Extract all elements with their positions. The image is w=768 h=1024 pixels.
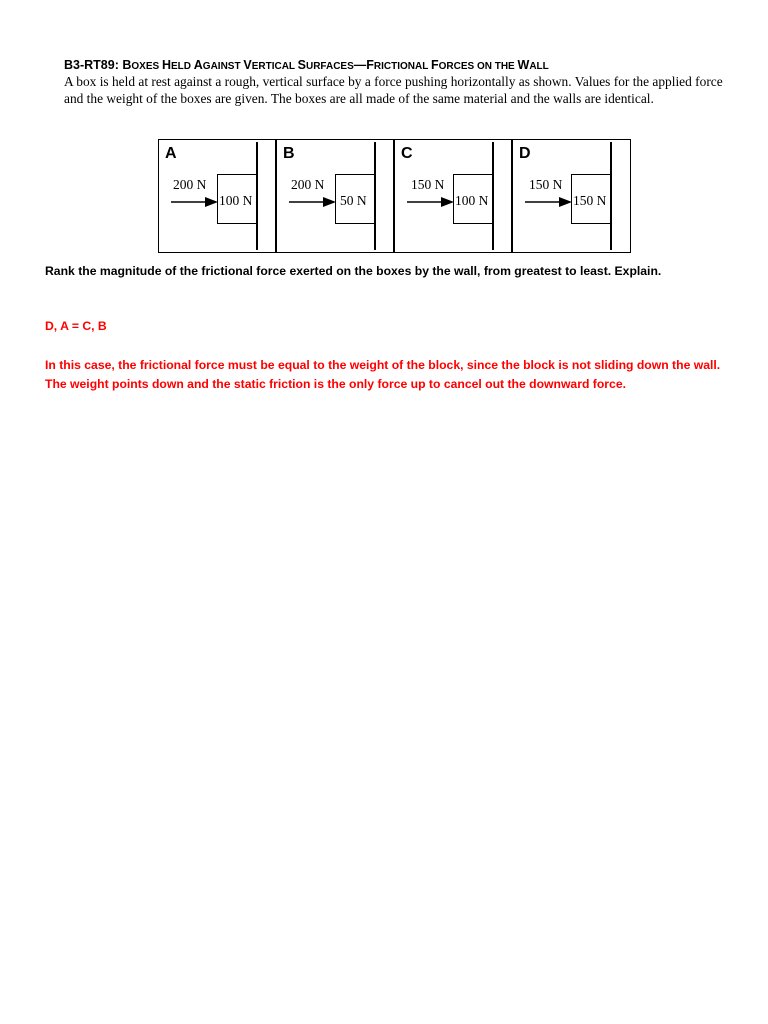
- ranking-question: Rank the magnitude of the frictional force exerted on the boxes by the wall, from greatest to least. Explain.: [45, 264, 662, 278]
- title-segment: ALL: [529, 61, 549, 72]
- title-segment: V: [243, 58, 252, 72]
- panel-c: [395, 140, 511, 251]
- title-segment: ORCES ON THE: [438, 61, 518, 72]
- title-segment: S: [297, 58, 306, 72]
- applied-force-label: 200 N: [291, 177, 325, 192]
- panel-letter: C: [401, 145, 413, 162]
- title-segment: URFACES: [305, 61, 354, 72]
- title-segment: F: [430, 58, 439, 72]
- figure-panels: [158, 139, 631, 253]
- wall: [610, 142, 612, 250]
- panel-letter: B: [283, 145, 295, 162]
- title-segment: W: [517, 58, 530, 72]
- title-segment: —F: [353, 58, 374, 72]
- panel-b: [277, 140, 393, 251]
- title-segment: GAINST: [202, 61, 244, 72]
- title-segment: OXES: [131, 61, 162, 72]
- title-segment: A: [193, 58, 203, 72]
- force-arrow-icon: [407, 197, 455, 207]
- force-arrow-icon: [171, 197, 219, 207]
- panel-letter: D: [519, 145, 531, 162]
- box-weight-label: 100 N: [455, 193, 489, 208]
- problem-intro: A box is held at rest against a rough, vertical surface by a force pushing horizontally as shown. Values for the applied force and the weight of the boxes are given. The boxes are all made of the same material and the walls are identical.: [64, 74, 723, 106]
- applied-force-label: 150 N: [411, 177, 445, 192]
- wall: [256, 142, 258, 250]
- panel-a: [159, 140, 275, 251]
- panel-d: [513, 140, 629, 251]
- title-segment: ELD: [170, 61, 194, 72]
- title-segment: RICTIONAL: [373, 61, 431, 72]
- title-segment: B3-RT89:: [64, 58, 123, 72]
- title-segment: ERTICAL: [251, 61, 298, 72]
- answer-explanation: In this case, the frictional force must be equal to the weight of the block, since the block is not sliding down the wall. The weight points down and the static friction is the only force up to cancel out the downward force.: [45, 358, 721, 391]
- panel-letter: A: [165, 145, 177, 162]
- applied-force-label: 200 N: [173, 177, 207, 192]
- box-weight-label: 150 N: [573, 193, 607, 208]
- force-arrow-icon: [525, 197, 573, 207]
- wall: [492, 142, 494, 250]
- applied-force-label: 150 N: [529, 177, 563, 192]
- box-weight-label: 100 N: [219, 193, 253, 208]
- title-segment: B: [122, 58, 132, 72]
- box-weight-label: 50 N: [340, 193, 367, 208]
- problem-title: [64, 58, 549, 72]
- answer-ranking: D, A = C, B: [45, 319, 107, 333]
- title-segment: H: [161, 58, 171, 72]
- force-arrow-icon: [289, 197, 337, 207]
- wall: [374, 142, 376, 250]
